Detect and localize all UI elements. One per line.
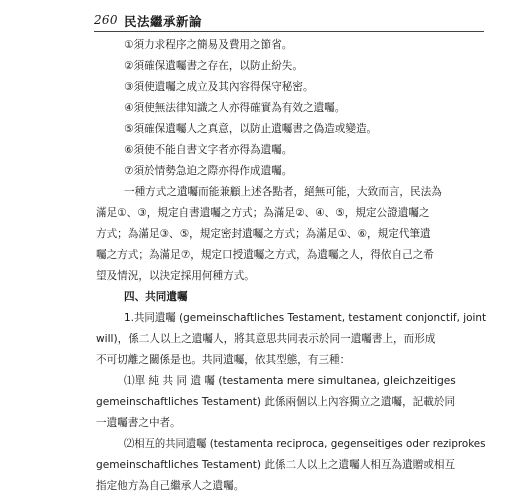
- paragraph-line: ⑴單 純 共 同 遺 囑 (testamenta mere simultanea, gleichzeitiges: [124, 375, 456, 387]
- list-item: ⑥須使不能自書文字者亦得為遺囑。: [124, 144, 293, 156]
- list-item: ④須使無法律知識之人亦得確實為有效之遺囑。: [124, 102, 346, 114]
- page-number: 260: [94, 13, 118, 27]
- paragraph-line: gemeinschaftliches Testament) 此係二人以上之遺囑人相互為遺贈或相互: [96, 459, 456, 471]
- paragraph-line: 囑之方式；為滿足⑦，規定口授遺囑之方式，為遺囑之人，得依自己之希: [96, 249, 434, 261]
- paragraph-line: ⑵相互的共同遺囑 (testamenta reciproca, gegenseitiges oder reziprokes: [124, 438, 486, 450]
- paragraph-line: 滿足①、③，規定自書遺囑之方式；為滿足②、④、⑤，規定公證遺囑之: [96, 207, 430, 219]
- paragraph-line: 方式；為滿足③、⑤，規定密封遺囑之方式；為滿足①、⑥，規定代筆遺: [96, 228, 431, 240]
- list-item: ①須力求程序之簡易及費用之節省。: [124, 39, 293, 51]
- list-item: ⑤須確保遺囑人之真意，以防止遺囑書之偽造或變造。: [124, 123, 378, 135]
- section-heading: 四、共同遺囑: [124, 291, 188, 303]
- paragraph-line: 不可切離之關係是也。共同遺囑，依其型態，有三種：: [96, 354, 351, 366]
- list-item: ⑦須於情勢急迫之際亦得作成遺囑。: [124, 165, 293, 177]
- book-title: 民法繼承新論: [124, 14, 203, 29]
- paragraph-line: will)，係二人以上之遺囑人，將其意思共同表示於同一遺囑書上，而形成: [96, 333, 436, 345]
- paragraph-line: 一種方式之遺囑而能兼顧上述各點者，絕無可能，大致而言，民法為: [124, 186, 442, 198]
- paragraph-line: 望及情況，以決定採用何種方式。: [96, 270, 255, 282]
- paragraph-line: 一遺囑書之中者。: [96, 417, 181, 429]
- list-item: ③須使遺囑之成立及其內容得保守秘密。: [124, 81, 314, 93]
- paragraph-line: 1.共同遺囑 (gemeinschaftliches Testament, testament conjonctif, joint: [124, 312, 487, 324]
- list-item: ②須確保遺囑書之存在，以防止紛失。: [124, 60, 303, 72]
- paragraph-line: 指定他方為自己繼承人之遺囑。: [96, 480, 245, 492]
- running-header: [94, 11, 484, 32]
- paragraph-line: gemeinschaftliches Testament) 此係兩個以上內容獨立之遺囑，記載於同: [96, 396, 456, 408]
